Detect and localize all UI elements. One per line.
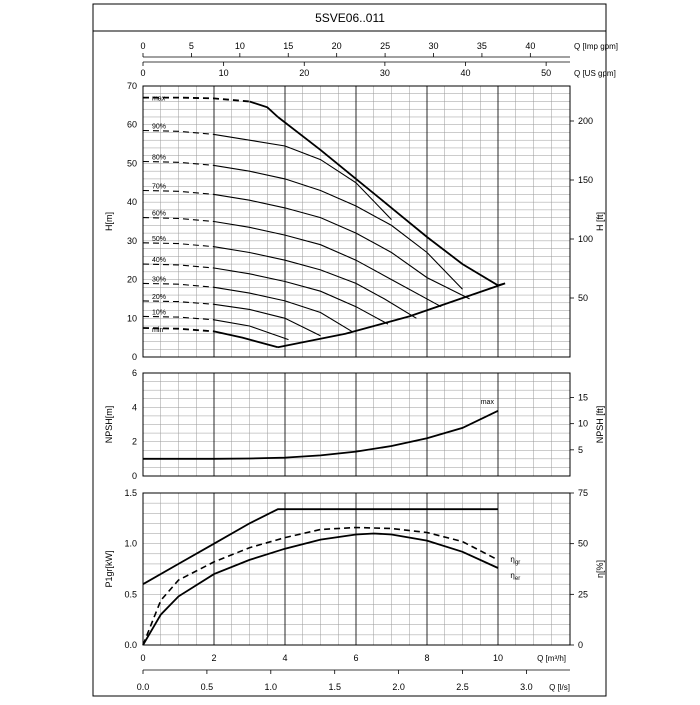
y-tick-label: 1.0 [124, 538, 137, 549]
y-tick-label: 0 [131, 471, 137, 481]
series-30pct [214, 287, 353, 332]
us-gpm-tick: 20 [299, 68, 310, 78]
curve-label: 40% [152, 257, 167, 265]
ls-tick: 2.5 [456, 682, 469, 692]
y-tick-label: 0.0 [124, 640, 137, 650]
us-gpm-tick: 30 [379, 68, 390, 78]
m3h-tick: 4 [282, 653, 288, 663]
page-title: 5SVE06..011 [315, 11, 385, 25]
ls-axis-label: Q [l/s] [549, 683, 570, 692]
m3h-tick: 8 [424, 653, 430, 663]
y2-tick-label: 50 [578, 538, 589, 549]
ls-tick: 2.0 [392, 682, 405, 692]
curve-label: 80% [152, 154, 167, 162]
y2-axis-label: NPSH [ft] [595, 405, 605, 444]
ls-tick: 0.0 [136, 682, 150, 692]
y-tick-label: 40 [126, 197, 137, 208]
imp-gpm-tick: 25 [380, 41, 391, 51]
us-gpm-tick: 0 [140, 68, 146, 78]
y-tick-label: 20 [126, 274, 137, 285]
curve-label: 10% [152, 309, 167, 317]
y-tick-label: 30 [126, 235, 137, 246]
imp-gpm-tick: 0 [140, 41, 146, 51]
y-axis-label: P1gr[kW] [104, 550, 114, 588]
series-50pct [214, 247, 416, 319]
y2-tick-label: 10 [578, 418, 589, 429]
y-tick-label: 1.5 [124, 488, 137, 498]
imp-gpm-tick: 35 [476, 41, 487, 51]
y-tick-label: 50 [126, 158, 137, 169]
ls-tick: 1.5 [328, 682, 341, 692]
y-tick-label: 0.5 [124, 589, 137, 600]
curve-label: max [152, 95, 166, 103]
npsh-curve-label: max [480, 398, 494, 406]
imp-gpm-tick: 10 [234, 41, 245, 51]
us-gpm-tick: 40 [460, 68, 471, 78]
y-tick-label: 10 [126, 313, 137, 324]
curve-label: 20% [152, 293, 167, 301]
y2-tick-label: 150 [578, 174, 594, 185]
imp-gpm-tick: 15 [283, 41, 294, 51]
y2-tick-label: 25 [578, 589, 589, 600]
head-plot-frame [143, 86, 570, 357]
y2-tick-label: 100 [578, 233, 594, 244]
curve-label: 90% [152, 123, 167, 131]
curve-label: 70% [152, 183, 167, 191]
y-axis-label: NPSH[m] [104, 405, 114, 444]
ls-tick: 1.0 [264, 682, 278, 692]
ls-tick: 3.0 [520, 682, 533, 692]
imp-gpm-tick: 30 [428, 41, 439, 51]
series-10pct [214, 320, 289, 340]
m3h-tick: 2 [211, 653, 217, 663]
imp-gpm-tick: 5 [188, 41, 194, 51]
us-gpm-axis-label: Q [US gpm] [574, 69, 616, 78]
imp-gpm-axis-label: Q [Imp gpm] [574, 42, 619, 51]
imp-gpm-tick: 20 [331, 41, 342, 51]
y-tick-label: 6 [131, 368, 137, 378]
curve-label: 50% [152, 235, 167, 243]
y2-tick-label: 0 [578, 640, 584, 650]
eta-er-label: $\eta_{er}$ [510, 571, 521, 583]
y2-tick-label: 200 [578, 115, 594, 126]
curve-label: 30% [152, 276, 167, 284]
y2-axis-label: H [ft] [595, 211, 605, 232]
m3h-tick: 0 [140, 653, 146, 663]
y2-tick-label: 5 [578, 444, 584, 455]
y-tick-label: 60 [126, 119, 137, 130]
y2-axis-label: η[%] [595, 559, 605, 579]
power-plot-frame [143, 493, 570, 645]
y-tick-label: 4 [131, 402, 137, 413]
imp-gpm-tick: 40 [525, 41, 536, 51]
m3h-tick: 6 [353, 653, 359, 663]
y-tick-label: 0 [131, 352, 137, 362]
y2-tick-label: 75 [578, 488, 589, 498]
y2-tick-label: 50 [578, 292, 589, 303]
ls-tick: 0.5 [200, 682, 214, 692]
eta-gr-label: $\eta_{gr}$ [510, 554, 521, 566]
y-tick-label: 70 [126, 81, 137, 91]
curve-label: 60% [152, 210, 167, 218]
page-frame [93, 4, 606, 696]
series-40pct [214, 268, 388, 324]
y2-tick-label: 15 [578, 392, 589, 403]
m3h-axis-label: Q [m³/h] [537, 654, 566, 663]
curve-label: min [152, 327, 164, 335]
y-axis-label: H[m] [104, 212, 114, 231]
m3h-tick: 10 [492, 653, 504, 663]
y-tick-label: 2 [131, 436, 137, 447]
us-gpm-tick: 10 [218, 68, 229, 78]
us-gpm-tick: 50 [541, 68, 552, 78]
